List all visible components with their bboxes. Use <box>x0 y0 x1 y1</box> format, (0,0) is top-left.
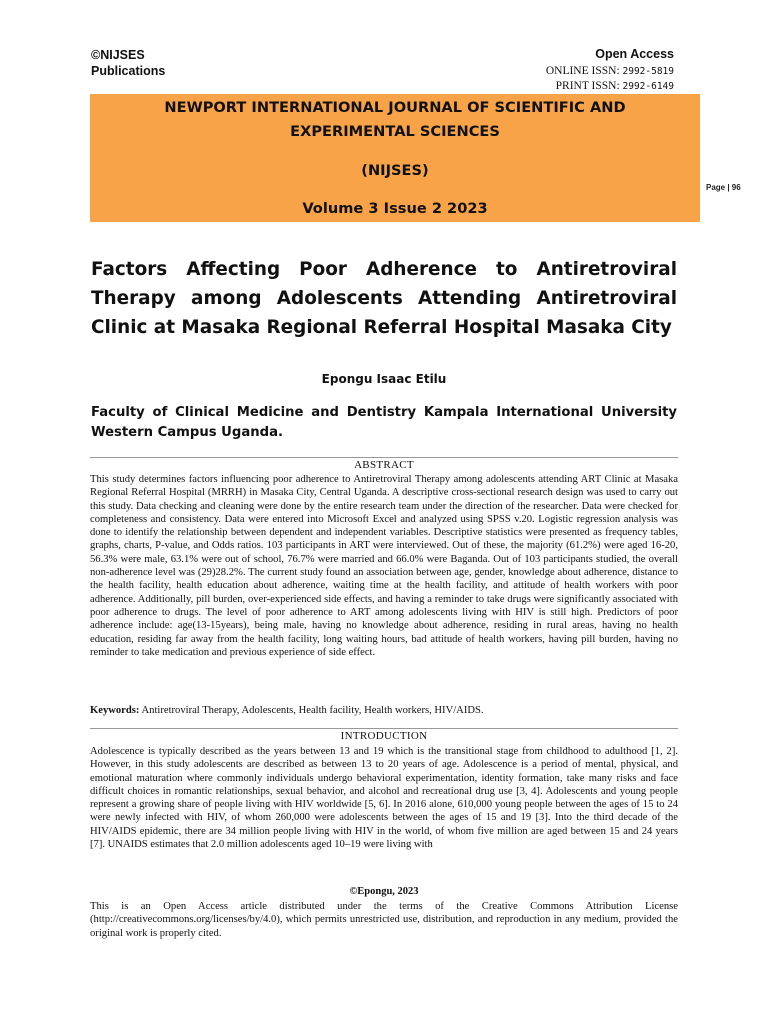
article-author: Epongu Isaac Etilu <box>321 372 447 386</box>
print-issn-label: PRINT ISSN: <box>555 80 623 92</box>
article-title: Factors Affecting Poor Adherence to Antiretroviral Therapy among Adolescents Attending Antiretroviral Clinic at Masaka Regional Referral Hospital Masaka City <box>91 259 677 338</box>
print-issn <box>546 79 674 94</box>
online-issn-number: 2992-5819 <box>622 66 674 77</box>
publisher-block <box>91 47 165 79</box>
abstract-heading: ABSTRACT <box>354 459 414 471</box>
keywords <box>90 704 678 717</box>
journal-title-line2: EXPERIMENTAL SCIENCES <box>290 123 500 140</box>
introduction-heading: INTRODUCTION <box>340 730 428 742</box>
license-text: This is an Open Access article distributed under the terms of the Creative Commons Attribution License (http://creativecommons.org/licenses/by/4.0), which permits unrestricted use, distribution, and reproduction in any medium, provided the original work is properly cited. <box>90 901 678 939</box>
abstract-body: This study determines factors influencing poor adherence to Antiretroviral Therapy among adolescents attending ART Clinic at Masaka Regional Referral Hospital (MRRH) in Masaka City, Central Uganda. A descriptive cross-sectional research design was used to carry out this study. Data checking and cleaning were done by the entire research team under the direction of the researcher. Data were checked for completeness and consistency. Data were entered into Microsoft Excel and analyzed using SPSS v.20. Logistic regression analysis was done to identify the relationship between dependent and independent variables. Descriptive statistics were presented as frequency tables, graphs, charts, P-value, and Odds ratios. 103 participants in ART were interviewed. Out of these, the majority (61.2%) were aged 16-20, 56.3% were male, 63.1% were out of school, 76.7% were married and 66.0% were Baganda. Out of 103 participants studied, the overall non-adherence level was (29)28.2%. The current study found an association between age, gender, knowledge about adherence, distance to the health facility, health education about adherence, waiting time at the health facility, and attitude of health workers with poor adherence. Additionally, pill burden, over-experienced side effects, and having a reminder to take drugs were significantly associated with poor adherence to drugs. The level of poor adherence to ART among adolescents living with HIV is still high. Predictors of poor adherence include: age(13-15years), being male, having no knowledge about adherence, residing in rural areas, having no health education, residing far away from the health facility, long waiting hours, bad attitude of health workers, having pill burden, having no reminder to take medication and previous experience of side effect. <box>90 474 678 658</box>
keywords-list: Antiretroviral Therapy, Adolescents, Health facility, Health workers, HIV/AIDS. <box>139 705 484 716</box>
journal-abbreviation: (NIJSES) <box>361 162 429 179</box>
print-issn-number: 2992-6149 <box>622 81 674 92</box>
publisher-copyright: ©NIJSES <box>91 48 145 62</box>
keywords-label: Keywords: <box>90 705 140 716</box>
introduction-divider <box>90 728 678 729</box>
journal-title-line1: NEWPORT INTERNATIONAL JOURNAL OF SCIENTIFIC AND <box>164 99 626 116</box>
access-block <box>546 47 674 94</box>
introduction-body: Adolescence is typically described as the years between 13 and 19 which is the transitional stage from childhood to adulthood [1, 2]. However, in this study adolescents are described as between 13 to 20 years of age. Adolescence is a period of mental, physical, and emotional maturation where commonly individuals undergo behavioral experimentation, identity formation, take many risks and face difficult choices in romantic relationships, sexual behavior, and alcohol and recreational drug use [3, 4]. Adolescents and young people represent a growing share of people living with HIV worldwide [5, 6]. In 2016 alone, 610,000 young people between the ages of 15 to 24 were newly infected with HIV, of whom 260,000 were adolescents between the ages of 15 and 19 [3]. Into the third decade of the HIV/AIDS epidemic, there are 34 million people living with HIV in the world, of whom five million are aged between 15 and 24 years [7]. UNAIDS estimates that 2.0 million adolescents aged 10–19 were living with <box>90 746 678 851</box>
journal-volume: Volume 3 Issue 2 2023 <box>302 200 488 217</box>
publisher-name: Publications <box>91 64 166 78</box>
online-issn <box>546 64 674 79</box>
author-affiliation: Faculty of Clinical Medicine and Dentistry Kampala International University Western Campus Uganda. <box>91 405 677 440</box>
abstract-divider <box>90 457 678 458</box>
copyright-line: ©Epongu, 2023 <box>349 886 419 897</box>
page-number: Page | 96 <box>706 183 741 192</box>
open-access-label: Open Access <box>595 47 674 61</box>
online-issn-label: ONLINE ISSN: <box>545 65 623 77</box>
journal-banner <box>90 94 700 222</box>
